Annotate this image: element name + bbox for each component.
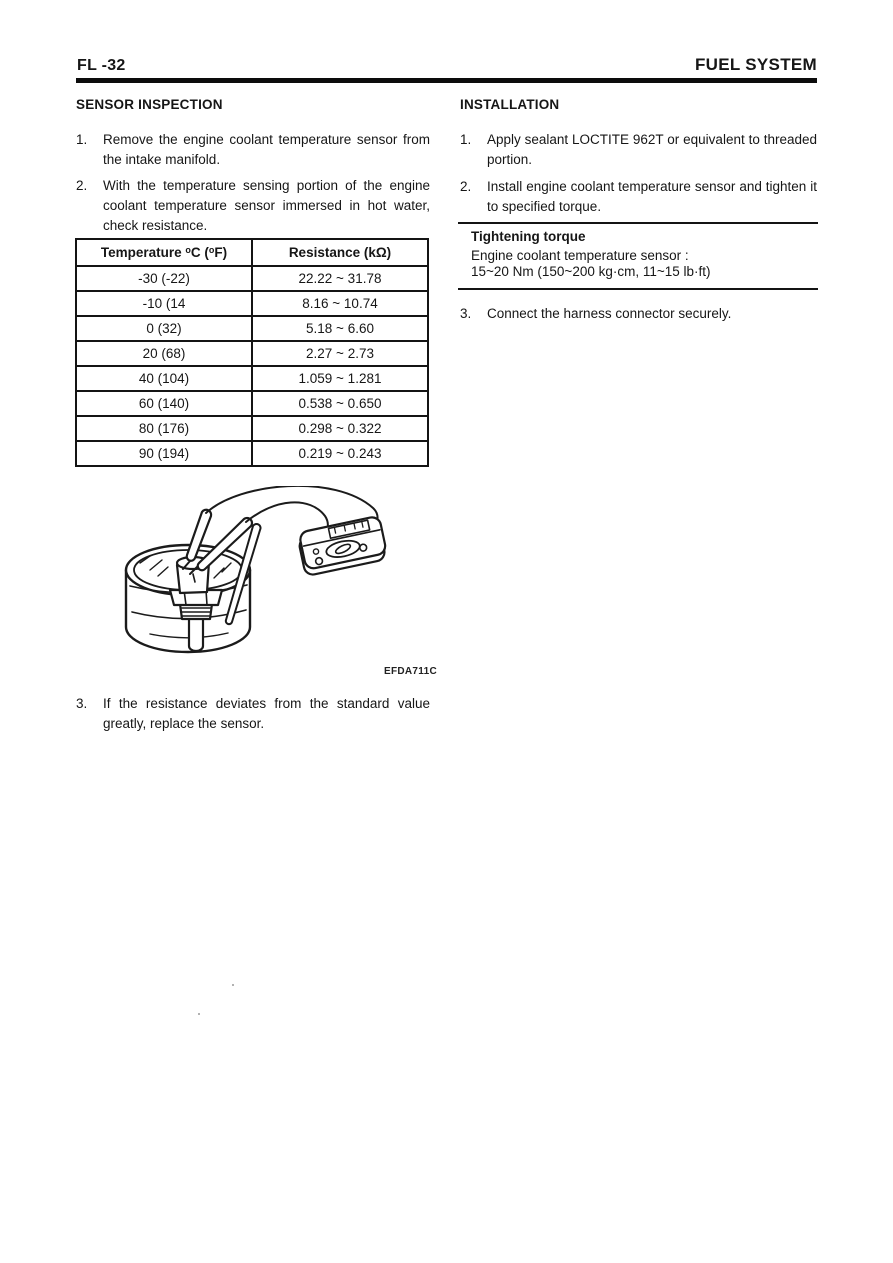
resistance-cell: 8.16 ~ 10.74 bbox=[252, 291, 428, 316]
step-item bbox=[460, 130, 817, 170]
sensor-test-illustration bbox=[110, 486, 445, 662]
resistance-cell: 22.22 ~ 31.78 bbox=[252, 266, 428, 291]
resistance-cell: 0.298 ~ 0.322 bbox=[252, 416, 428, 441]
step-text: If the resistance deviates from the standard value greatly, replace the sensor. bbox=[103, 696, 430, 731]
table-row bbox=[76, 441, 428, 466]
step-number: 2. bbox=[76, 178, 88, 193]
table-header-temperature: Temperature $^o$C ($^o$F) bbox=[76, 239, 252, 266]
step-item bbox=[460, 177, 817, 217]
temperature-cell: -10 (14 bbox=[76, 291, 252, 316]
temperature-cell: 20 (68) bbox=[76, 341, 252, 366]
resistance-table bbox=[75, 238, 429, 467]
torque-spec-box bbox=[458, 222, 818, 290]
temperature-cell: 0 (32) bbox=[76, 316, 252, 341]
step-text: Remove the engine coolant temperature sensor from the intake manifold. bbox=[103, 132, 430, 167]
resistance-cell: 2.27 ~ 2.73 bbox=[252, 341, 428, 366]
table-header-row bbox=[76, 239, 428, 266]
scan-speck bbox=[198, 1013, 200, 1015]
header-rule bbox=[76, 78, 817, 83]
temperature-cell: -30 (-22) bbox=[76, 266, 252, 291]
section-heading-installation: INSTALLATION bbox=[460, 97, 560, 112]
table-header-resistance: Resistance (kΩ) bbox=[252, 239, 428, 266]
step-number: 3. bbox=[460, 306, 472, 321]
section-heading-sensor-inspection: SENSOR INSPECTION bbox=[76, 97, 223, 112]
temperature-cell: 60 (140) bbox=[76, 391, 252, 416]
step-item bbox=[76, 694, 430, 734]
table-row bbox=[76, 266, 428, 291]
resistance-cell: 1.059 ~ 1.281 bbox=[252, 366, 428, 391]
figure-caption: EFDA711C bbox=[384, 666, 437, 677]
step-text: Connect the harness connector securely. bbox=[487, 306, 732, 321]
resistance-cell: 0.219 ~ 0.243 bbox=[252, 441, 428, 466]
chapter-title: FUEL SYSTEM bbox=[694, 55, 817, 74]
temperature-cell: 40 (104) bbox=[76, 366, 252, 391]
step-number: 1. bbox=[76, 132, 88, 147]
step-number: 3. bbox=[76, 696, 88, 711]
table-row bbox=[76, 341, 428, 366]
table-row bbox=[76, 316, 428, 341]
resistance-cell: 5.18 ~ 6.60 bbox=[252, 316, 428, 341]
torque-line: 15~20 Nm (150~200 kg·cm, 11~15 lb·ft) bbox=[471, 264, 711, 279]
torque-title: Tightening torque bbox=[471, 229, 586, 244]
step-text: Apply sealant LOCTITE 962T or equivalent to threaded portion. bbox=[487, 132, 817, 167]
step-item bbox=[76, 130, 430, 170]
temperature-cell: 90 (194) bbox=[76, 441, 252, 466]
step-item bbox=[76, 176, 430, 236]
table-row bbox=[76, 366, 428, 391]
step-number: 1. bbox=[460, 132, 472, 147]
sensor-immersion-diagram bbox=[110, 486, 445, 662]
step-text: Install engine coolant temperature sensor and tighten it to specified torque. bbox=[487, 179, 817, 214]
table-row bbox=[76, 391, 428, 416]
ohmmeter bbox=[297, 516, 388, 577]
step-number: 2. bbox=[460, 179, 472, 194]
temperature-cell: 80 (176) bbox=[76, 416, 252, 441]
table-row bbox=[76, 291, 428, 316]
torque-line: Engine coolant temperature sensor : bbox=[471, 247, 689, 263]
page-number: FL -32 bbox=[77, 57, 126, 74]
step-text: With the temperature sensing portion of the engine coolant temperature sensor immersed in hot water, check resistance. bbox=[103, 178, 430, 233]
resistance-cell: 0.538 ~ 0.650 bbox=[252, 391, 428, 416]
table-row bbox=[76, 416, 428, 441]
scan-speck bbox=[232, 984, 234, 986]
step-item bbox=[460, 304, 817, 324]
